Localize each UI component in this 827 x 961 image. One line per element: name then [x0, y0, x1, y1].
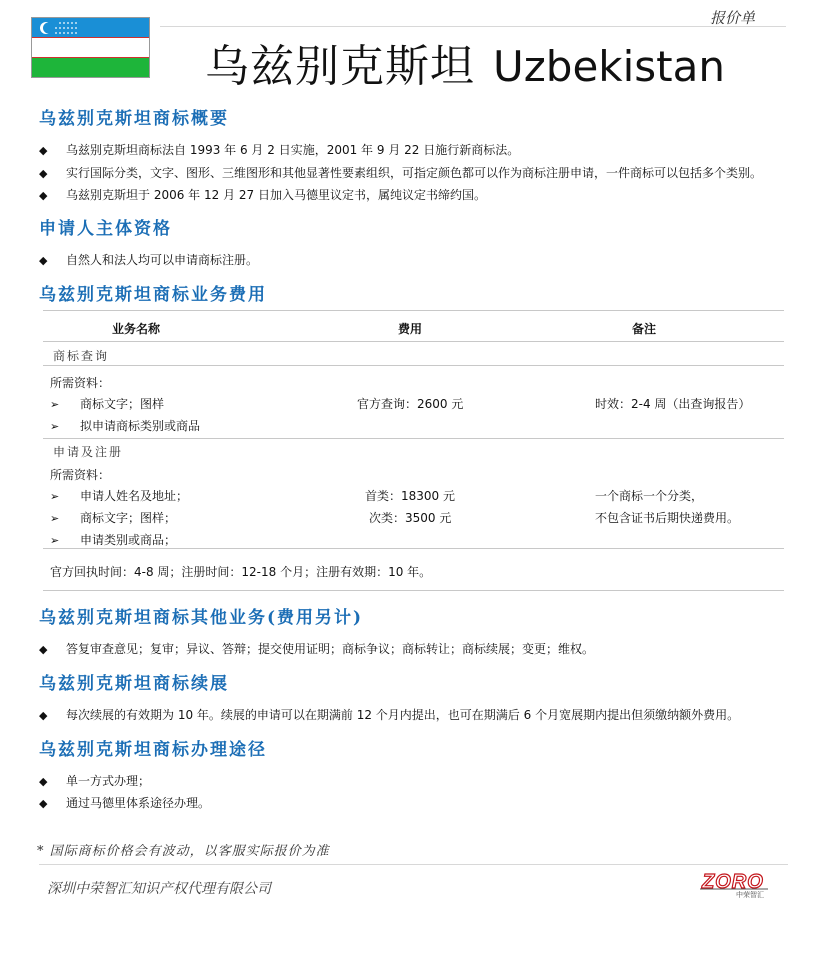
column-header-remark: 备注 [632, 322, 657, 336]
list-item: ◆ 单一方式办理； [39, 774, 151, 788]
diamond-bullet-icon: ◆ [39, 254, 48, 267]
diamond-bullet-icon: ◆ [39, 167, 48, 180]
additional-class-fee: 次类：3500 元 [369, 511, 452, 525]
section-title-fees: 乌兹别克斯坦商标业务费用 [39, 285, 267, 305]
arrow-bullet-icon: ➢ [50, 420, 60, 433]
table-row: ➢ 拟申请商标类别或商品 [50, 419, 201, 433]
diamond-bullet-icon: ◆ [39, 709, 48, 722]
list-item: ◆ 实行国际分类，文字、图形、三维图形和其他显著性要素组织，可指定颜色都可以作为商标注册申请，一件商标可以包括多个类别。 [39, 166, 763, 180]
zoro-logo-icon [698, 869, 780, 903]
price-disclaimer: * 国际商标价格会有波动，以客服实际报价为准 [37, 844, 330, 859]
list-item: ◆ 自然人和法人均可以申请商标注册。 [39, 253, 259, 267]
section-title-other: 乌兹别克斯坦商标其他业务(费用另计) [39, 608, 364, 628]
search-fee: 官方查询：2600 元 [357, 397, 464, 411]
title-cn: 乌兹别克斯坦 [205, 41, 475, 92]
list-item: ◆ 通过马德里体系途径办理。 [39, 796, 211, 810]
table-rule [43, 365, 784, 366]
list-item: ◆ 乌兹别克斯坦商标法自 1993 年 6 月 2 日实施，2001 年 9 月 22 日施行新商标法。 [39, 143, 520, 157]
arrow-bullet-icon: ➢ [50, 490, 60, 503]
diamond-bullet-icon: ◆ [39, 189, 48, 202]
table-top-rule [43, 310, 784, 311]
svg-text:中荣智汇: 中荣智汇 [736, 891, 764, 899]
table-rule [43, 438, 784, 439]
doc-type-label: 报价单 [710, 9, 756, 27]
search-remark: 时效：2-4 周（出查询报告） [595, 397, 751, 411]
diamond-bullet-icon: ◆ [39, 144, 48, 157]
company-name: 深圳中荣智汇知识产权代理有限公司 [47, 881, 271, 897]
table-row: ➢ 商标文字；图样 [50, 397, 165, 411]
footer-divider [39, 864, 788, 865]
page-title [205, 30, 725, 94]
section-title-overview: 乌兹别克斯坦商标概要 [39, 109, 229, 129]
materials-label: 所需资料： [50, 376, 111, 390]
arrow-bullet-icon: ➢ [50, 512, 60, 525]
table-row: ➢ 商标文字；图样； [50, 511, 177, 525]
table-rule [43, 341, 784, 342]
list-item: ◆ 答复审查意见；复审；异议、答辩；提交使用证明；商标争议；商标转让；商标续展；变更；维权。 [39, 642, 595, 656]
table-section-search: 商标查询 [53, 349, 110, 363]
table-bottom-rule [43, 590, 784, 591]
table-row: ➢ 申请人姓名及地址； [50, 489, 189, 503]
table-section-registration: 申请及注册 [53, 445, 124, 459]
registration-remark: 不包含证书后期快递费用。 [595, 511, 740, 525]
section-title-route: 乌兹别克斯坦商标办理途径 [39, 740, 267, 760]
uzbekistan-flag-icon [31, 17, 150, 78]
timeline-text: 官方回执时间：4-8 周；注册时间：12-18 个月；注册有效期：10 年。 [50, 565, 432, 579]
table-row: ➢ 申请类别或商品； [50, 533, 177, 547]
materials-label: 所需资料： [50, 468, 111, 482]
diamond-bullet-icon: ◆ [39, 643, 48, 656]
diamond-bullet-icon: ◆ [39, 775, 48, 788]
table-rule [43, 548, 784, 549]
section-title-renewal: 乌兹别克斯坦商标续展 [39, 674, 229, 694]
column-header-service: 业务名称 [112, 322, 161, 336]
diamond-bullet-icon: ◆ [39, 797, 48, 810]
arrow-bullet-icon: ➢ [50, 398, 60, 411]
column-header-fee: 费用 [398, 322, 423, 336]
list-item: ◆ 每次续展的有效期为 10 年。续展的申请可以在期满前 12 个月内提出，也可在期满后 6 个月宽展期内提出但须缴纳额外费用。 [39, 708, 740, 722]
arrow-bullet-icon: ➢ [50, 534, 60, 547]
list-item: ◆ 乌兹别克斯坦于 2006 年 12 月 27 日加入马德里议定书，属纯议定书缔约国。 [39, 188, 486, 202]
header-divider [160, 26, 786, 27]
registration-remark: 一个商标一个分类， [595, 489, 704, 503]
section-title-eligibility: 申请人主体资格 [39, 219, 172, 239]
first-class-fee: 首类：18300 元 [365, 489, 455, 503]
svg-text:ZORO: ZORO [702, 871, 764, 893]
title-en: Uzbekistan [493, 42, 725, 91]
